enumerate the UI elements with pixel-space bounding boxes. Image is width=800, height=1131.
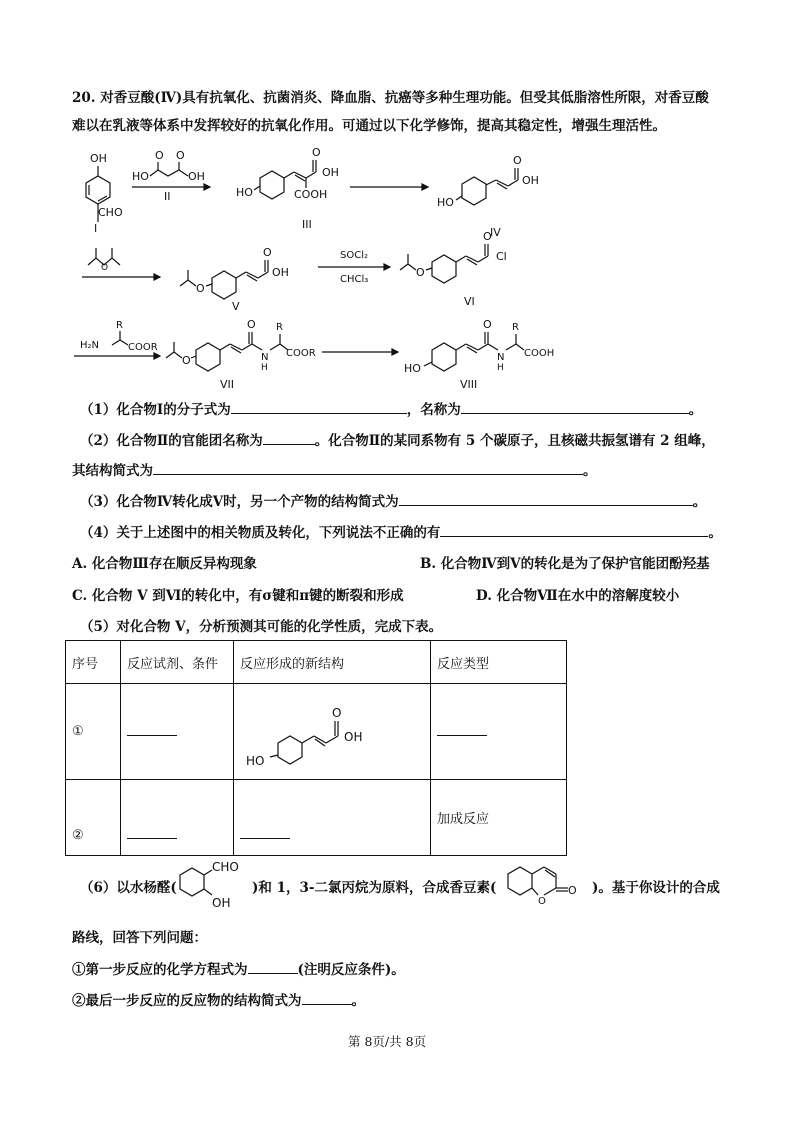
option-A[interactable]: A. 化合物Ⅲ存在顺反异构现象: [72, 556, 257, 572]
answer-blank-6a[interactable]: [248, 959, 298, 974]
svg-text:VIII: VIII: [460, 378, 478, 391]
row1-reagent[interactable]: [121, 684, 234, 780]
svg-text:CHCl₃: CHCl₃: [340, 274, 369, 285]
row1-type-blank[interactable]: [437, 723, 487, 736]
table-row: [66, 684, 567, 780]
col-header-type: 反应类型: [431, 641, 567, 684]
answer-blank-2b[interactable]: [153, 460, 583, 475]
question-intro-line2: [72, 114, 666, 134]
intro-text-2: 难以在乳液等体系中发挥较好的抗氧化作用。可通过以下化学修饰，提高其稳定性，增强生理活性。: [72, 118, 666, 134]
answer-blank-1b[interactable]: [461, 399, 689, 414]
svg-text:II: II: [164, 190, 171, 203]
svg-text:N: N: [261, 352, 269, 363]
svg-text:HO: HO: [246, 753, 265, 768]
question-1: （1）化合物Ⅰ的分子式为 ，名称为 。: [80, 398, 702, 418]
intro-text-1: 对香豆酸(Ⅳ)具有抗氧化、抗菌消炎、降血脂、抗癌等多种生理功能。但受其低脂溶性所限，对香豆酸: [100, 90, 709, 106]
option-C[interactable]: C. 化合物 V 到Ⅵ的转化中，有σ键和π键的断裂和形成: [72, 588, 404, 604]
amino-ester: [74, 320, 160, 359]
col-header-no: 序号: [66, 641, 121, 684]
svg-text:O: O: [416, 266, 425, 279]
row1-no: ①: [66, 684, 121, 780]
compound-VI: [400, 230, 507, 308]
svg-text:OH: OH: [90, 152, 107, 165]
row2-structure[interactable]: [234, 780, 431, 856]
coumarin-structure: [500, 858, 592, 906]
svg-text:O: O: [332, 705, 342, 720]
svg-text:OH: OH: [322, 166, 339, 179]
compound-I: [86, 152, 123, 235]
question-6-sub1: ①第一步反应的化学方程式为 (注明反应条件)。: [72, 958, 405, 978]
row2-no: ②: [66, 780, 121, 856]
svg-text:OH: OH: [212, 896, 231, 909]
compound-VIII: [404, 318, 554, 391]
svg-text:O: O: [182, 354, 191, 367]
svg-text:COOR: COOR: [286, 348, 316, 359]
answer-blank-1a[interactable]: [231, 399, 407, 414]
svg-text:OH: OH: [272, 266, 289, 279]
compound-V: [180, 246, 289, 313]
salicylaldehyde-structure: [172, 857, 248, 909]
svg-text:COOH: COOH: [524, 348, 555, 359]
svg-text:Cl: Cl: [496, 250, 507, 263]
svg-text:OH: OH: [522, 174, 539, 187]
row2-structure-blank[interactable]: [240, 826, 290, 839]
svg-text:O: O: [101, 263, 109, 273]
answer-blank-3[interactable]: [399, 491, 693, 506]
svg-text:O: O: [155, 149, 164, 162]
svg-text:N: N: [497, 352, 505, 363]
answer-blank-4[interactable]: [440, 522, 708, 537]
compound-III: [236, 146, 428, 231]
acetic-anhydride: [82, 248, 160, 280]
question-3: （3）化合物Ⅳ转化成Ⅴ时，另一个产物的结构简式为 。: [80, 490, 706, 510]
svg-text:O: O: [176, 149, 185, 162]
svg-text:H: H: [261, 363, 268, 373]
svg-text:O: O: [196, 282, 205, 295]
svg-text:H: H: [497, 363, 504, 373]
row1-type[interactable]: [431, 684, 567, 780]
answer-blank-2a[interactable]: [263, 430, 315, 445]
answer-blank-6b[interactable]: [302, 990, 352, 1005]
question-6-end: )。基于你设计的合成: [592, 880, 720, 896]
row1-structure: [234, 684, 431, 780]
option-B[interactable]: B. 化合物Ⅳ到Ⅴ的转化是为了保护官能团酚羟基: [420, 556, 710, 572]
svg-text:I: I: [94, 222, 98, 235]
svg-text:O: O: [538, 896, 546, 906]
row2-reagent-blank[interactable]: [127, 826, 177, 839]
svg-text:HO: HO: [236, 186, 253, 199]
col-header-structure: 反应形成的新结构: [234, 641, 431, 684]
question-6: （6）以水杨醛(: [80, 880, 177, 896]
svg-text:IV: IV: [490, 226, 501, 239]
svg-text:HO: HO: [437, 196, 454, 209]
svg-text:R: R: [276, 322, 283, 333]
question-6-sub2: ②最后一步反应的反应物的结构简式为 。: [72, 989, 365, 1009]
question-2-line2: 其结构简式为 。: [72, 459, 597, 479]
question-6-mid: )和 1，3-二氯丙烷为原料，合成香豆素(: [252, 880, 497, 896]
question-intro-line1: [72, 86, 709, 106]
svg-text:CHO: CHO: [98, 206, 123, 219]
table-header-row: [66, 641, 567, 684]
svg-text:O: O: [247, 318, 256, 331]
svg-text:O: O: [483, 318, 492, 331]
svg-text:VII: VII: [220, 378, 235, 391]
question-4: （4）关于上述图中的相关物质及转化，下列说法不正确的有 。: [80, 521, 722, 541]
compound-VII: [166, 318, 398, 391]
row1-structure-drawing: [240, 685, 420, 775]
row2-type: 加成反应: [431, 780, 567, 856]
svg-text:O: O: [312, 146, 321, 159]
svg-text:OH: OH: [188, 170, 205, 183]
col-header-reagent: 反应试剂、条件: [121, 641, 234, 684]
reagent-II: [132, 149, 210, 203]
svg-text:III: III: [302, 218, 312, 231]
svg-text:COOR: COOR: [128, 342, 158, 353]
reaction-table: [65, 640, 567, 856]
table-row: [66, 780, 567, 856]
row1-reagent-blank[interactable]: [127, 723, 177, 736]
page-footer: 第 8页/共 8页: [348, 1034, 427, 1049]
svg-text:O: O: [263, 246, 272, 259]
svg-text:O: O: [568, 884, 577, 897]
svg-text:VI: VI: [464, 295, 475, 308]
socl2-arrow: [318, 250, 390, 285]
reaction-scheme: [60, 140, 760, 395]
svg-text:HO: HO: [404, 362, 421, 375]
question-6-line2: 路线，回答下列问题：: [72, 930, 207, 946]
svg-text:COOH: COOH: [294, 188, 328, 201]
svg-text:O: O: [483, 230, 492, 243]
question-2: （2）化合物Ⅱ的官能团名称为 。化合物Ⅱ的某同系物有 5 个碳原子，且核磁共振氢谱有 2 组峰，: [80, 429, 715, 449]
svg-text:HO: HO: [132, 170, 149, 183]
question-number: 20.: [72, 90, 96, 106]
svg-text:OH: OH: [344, 729, 363, 744]
svg-text:SOCl₂: SOCl₂: [340, 250, 368, 261]
question-5: （5）对化合物 V，分析预测其可能的化学性质，完成下表。: [80, 619, 443, 635]
compound-IV: [437, 154, 539, 239]
svg-text:H₂N: H₂N: [80, 340, 100, 351]
option-D[interactable]: D. 化合物Ⅶ在水中的溶解度较小: [476, 588, 680, 604]
row2-reagent[interactable]: [121, 780, 234, 856]
svg-text:R: R: [116, 320, 123, 331]
svg-text:O: O: [513, 154, 522, 167]
svg-text:V: V: [232, 300, 240, 313]
svg-text:CHO: CHO: [212, 860, 239, 874]
svg-text:R: R: [512, 322, 519, 333]
